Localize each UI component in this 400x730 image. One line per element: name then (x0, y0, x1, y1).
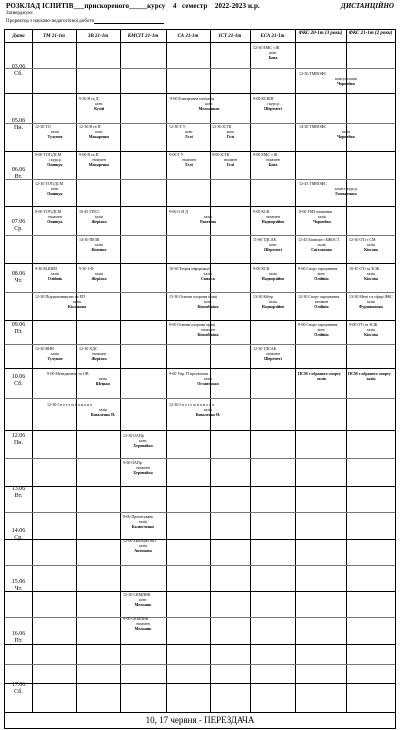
exam-entry: 9-00 Т У екзамен Гелі (169, 152, 196, 167)
exam-entry: 12-00 Експлуат.МО залік Антонова (123, 538, 157, 553)
exam-entry: 9-00 Менеджмент та ОВ залік Шецько (47, 371, 111, 386)
col-header-esa: ЕСА 21-1т (260, 34, 285, 39)
exam-entry: 9-00 ТОТіДСМ екзамен Онищук (35, 209, 63, 224)
exam-entry: 9-00 КСК залік Надворзійне (253, 266, 285, 281)
day-label: 12.06 Пн. (11, 433, 26, 446)
day-label: 06.06 Вт. (11, 167, 26, 180)
exam-entry: 14-30 ТМВОФС залік Чорнейко (299, 124, 355, 139)
col-header-zv: ЗВ 21-1т (87, 34, 109, 39)
exam-entry: 9-00 КСК екзамен Надворзійне (253, 209, 285, 224)
exam-entry: 13-30 Кібер залік Надворзійне (253, 294, 285, 309)
retake-footer: 10, 17 червня - ПЕРЕЗДАЧА (4, 713, 396, 729)
col-header-sa: СА 21-1т (177, 34, 199, 39)
exam-entry: 12-30 ЕМС з ІК конс Бова (253, 45, 280, 60)
schedule-title: РОЗКЛАД ІСПИТІВ___прискореного_____курсу 4 семестр 2022-2023 н.р. (6, 2, 260, 10)
prorector-line: Проректор з науково-педагогічної роботи (6, 18, 164, 24)
exam-entry: 9-00 ТМЗ нлавання залік Чорнейко (299, 209, 332, 224)
exam-entry: 9-00 Основи охорони праці екзамен Кінзябікіна (169, 322, 219, 337)
exam-entry: 9-00 В та П екзамен Макаренко (79, 152, 110, 167)
exam-entry: 12-30 ТДСАК екзамен Шереметі (253, 346, 282, 361)
exam-entry: 12-45 ТМВОФС захист курс.р Гончаренко (299, 181, 358, 196)
day-label: 14.06 Ср. (11, 528, 26, 541)
exam-entry: 9-00 КСКІП і курс.р Шереметі (253, 96, 282, 111)
exam-entry: 10-45 ОТі за ЗСЖ залік Кіосова (349, 266, 380, 281)
col-header-kmsit: КМСІТ 21-1т (127, 34, 159, 39)
exam-entry: 12-30 І н о з е м н а м о в а залік Коваленко Н. (47, 402, 116, 417)
exam-entry: 10-45 ТПСС залік Жерілко (79, 209, 107, 224)
table-header-row (5, 30, 395, 43)
exam-entry: 9-30 З Ф залік Жерілко (79, 266, 107, 281)
day-label: 17.06 Сб. (11, 682, 26, 695)
day-label: 13.06 Вт. (11, 486, 26, 499)
exam-entry: 9-00 О Н Д залік Ракетіна (169, 209, 216, 224)
col-header-ist: ІСТ 21-1т (218, 34, 242, 39)
exam-entry: 9-30 В та Д конс Кузій (79, 96, 104, 111)
exam-entry: 9-00 ІСТК екзамен Гелі (212, 152, 238, 167)
exam-entry: 9-00 Електронна іонізація конс Мельников (170, 96, 220, 111)
day-label: 07.06 Ср. (11, 219, 26, 232)
exam-entry: 9-00 ТОТіДСМ і курс.р Онищук (35, 152, 63, 167)
exam-entry: 12-30 Т У конс Гелі (169, 124, 193, 139)
day-label: 15.06 Чт. (11, 579, 26, 592)
document-header (6, 2, 396, 28)
exam-entry: 12-30 ХДС екзамен Жерілко (79, 346, 107, 361)
exam-entry: 12-30 ТОТіДСМ конс Онищук (35, 181, 64, 196)
exam-entry: 9-00 ОТі за ЗСЖ залік Кіосова (349, 322, 378, 337)
day-label: 08.06 Чт. (11, 271, 26, 284)
col-header-fks21: ФКС 21-1т (2 роки) (348, 31, 393, 36)
exam-entry: 9-00 Спорт харчування конс Олійнік (298, 322, 338, 337)
exam-entry: 13-30 Основи охорони праці конс Кінзябікіна (169, 294, 219, 309)
exam-entry: 13-30 Мені з в сфері ФКС залік Фурмашенко (349, 294, 394, 309)
exam-entry: ПСМ з обраного спорту залік (348, 371, 391, 381)
exam-entry: 12-30 ТМВОФС консультація Чорнейко (299, 71, 357, 86)
exam-entry: 9-00 ОАПр екзамен Херовайко (123, 460, 153, 475)
exam-entry: 12-30 СКМПВК конс Мельник (123, 592, 152, 607)
day-label: 05.06 Пн. (11, 118, 26, 131)
day-label: 03.06 Сб. (11, 64, 26, 77)
approval-label: Затверджую: (6, 11, 34, 16)
exam-entry: 12-30 Підприємництво та ЕП залік Кізлакова (35, 294, 87, 309)
col-header-fks20: ФКС 20-1т (3 роки) (298, 31, 343, 36)
study-mode: ДИСТАНЦІЙНО (341, 2, 394, 10)
exam-schedule-table (4, 29, 396, 713)
exam-entry: 9-00 СКМПВК екзамен Мельник (123, 616, 152, 631)
exam-entry: 10-30 Теорія інформації залік Свяжск (169, 266, 216, 281)
exam-entry: 12-30 ТО залік Тулупов (35, 124, 63, 139)
exam-entry: 9-30 М,ШІМ залік Олійнік (35, 266, 63, 281)
exam-entry: 9-00 Спорт харчування конс Олійнік (298, 266, 338, 281)
col-header-date: Дата (12, 34, 25, 39)
exam-entry: 12-30 ОАПр конс Херовайко (123, 433, 153, 448)
exam-entry: 9-00 Упр. П проектами залік Остапенько (169, 371, 219, 386)
exam-entry: 11-00 ТДСАК конс Шереметі (253, 237, 282, 252)
day-label: 10.06 Сб. (11, 374, 26, 387)
exam-entry: 12-30 ІСТК конс Гелі (212, 124, 235, 139)
exam-entry: 9-00 ЕМС з ІК екзамен Бова (253, 152, 280, 167)
exam-entry: 12-30 Спорт харчування екзамен Олійнік (298, 294, 340, 309)
exam-entry: 12-30 І н о з е м н а м о в а залік Коваленко Н. (169, 402, 221, 417)
day-label: 09.06 Пт. (11, 322, 26, 335)
exam-entry: 9-00 Проектувань залік Калюсченко (123, 514, 155, 529)
exam-entry: 12-30 ОТі з СМ залік Кіосова (349, 237, 378, 252)
exam-entry: 14-30 ПЕЗК залік Кіменко (79, 237, 107, 252)
exam-entry: 12-30 ВНН залік Тулупов (35, 346, 63, 361)
exam-entry: 12-30 В та П конс Макаренко (79, 124, 110, 139)
exam-entry: 12-45 Біоміхін і БЖОСТ залік Світлакова (298, 237, 340, 252)
day-label: 16.06 Пт. (11, 631, 26, 644)
col-header-tm: ТМ 21-1т (43, 34, 65, 39)
exam-entry: ПСМ з обраного спорту залік (298, 371, 341, 381)
